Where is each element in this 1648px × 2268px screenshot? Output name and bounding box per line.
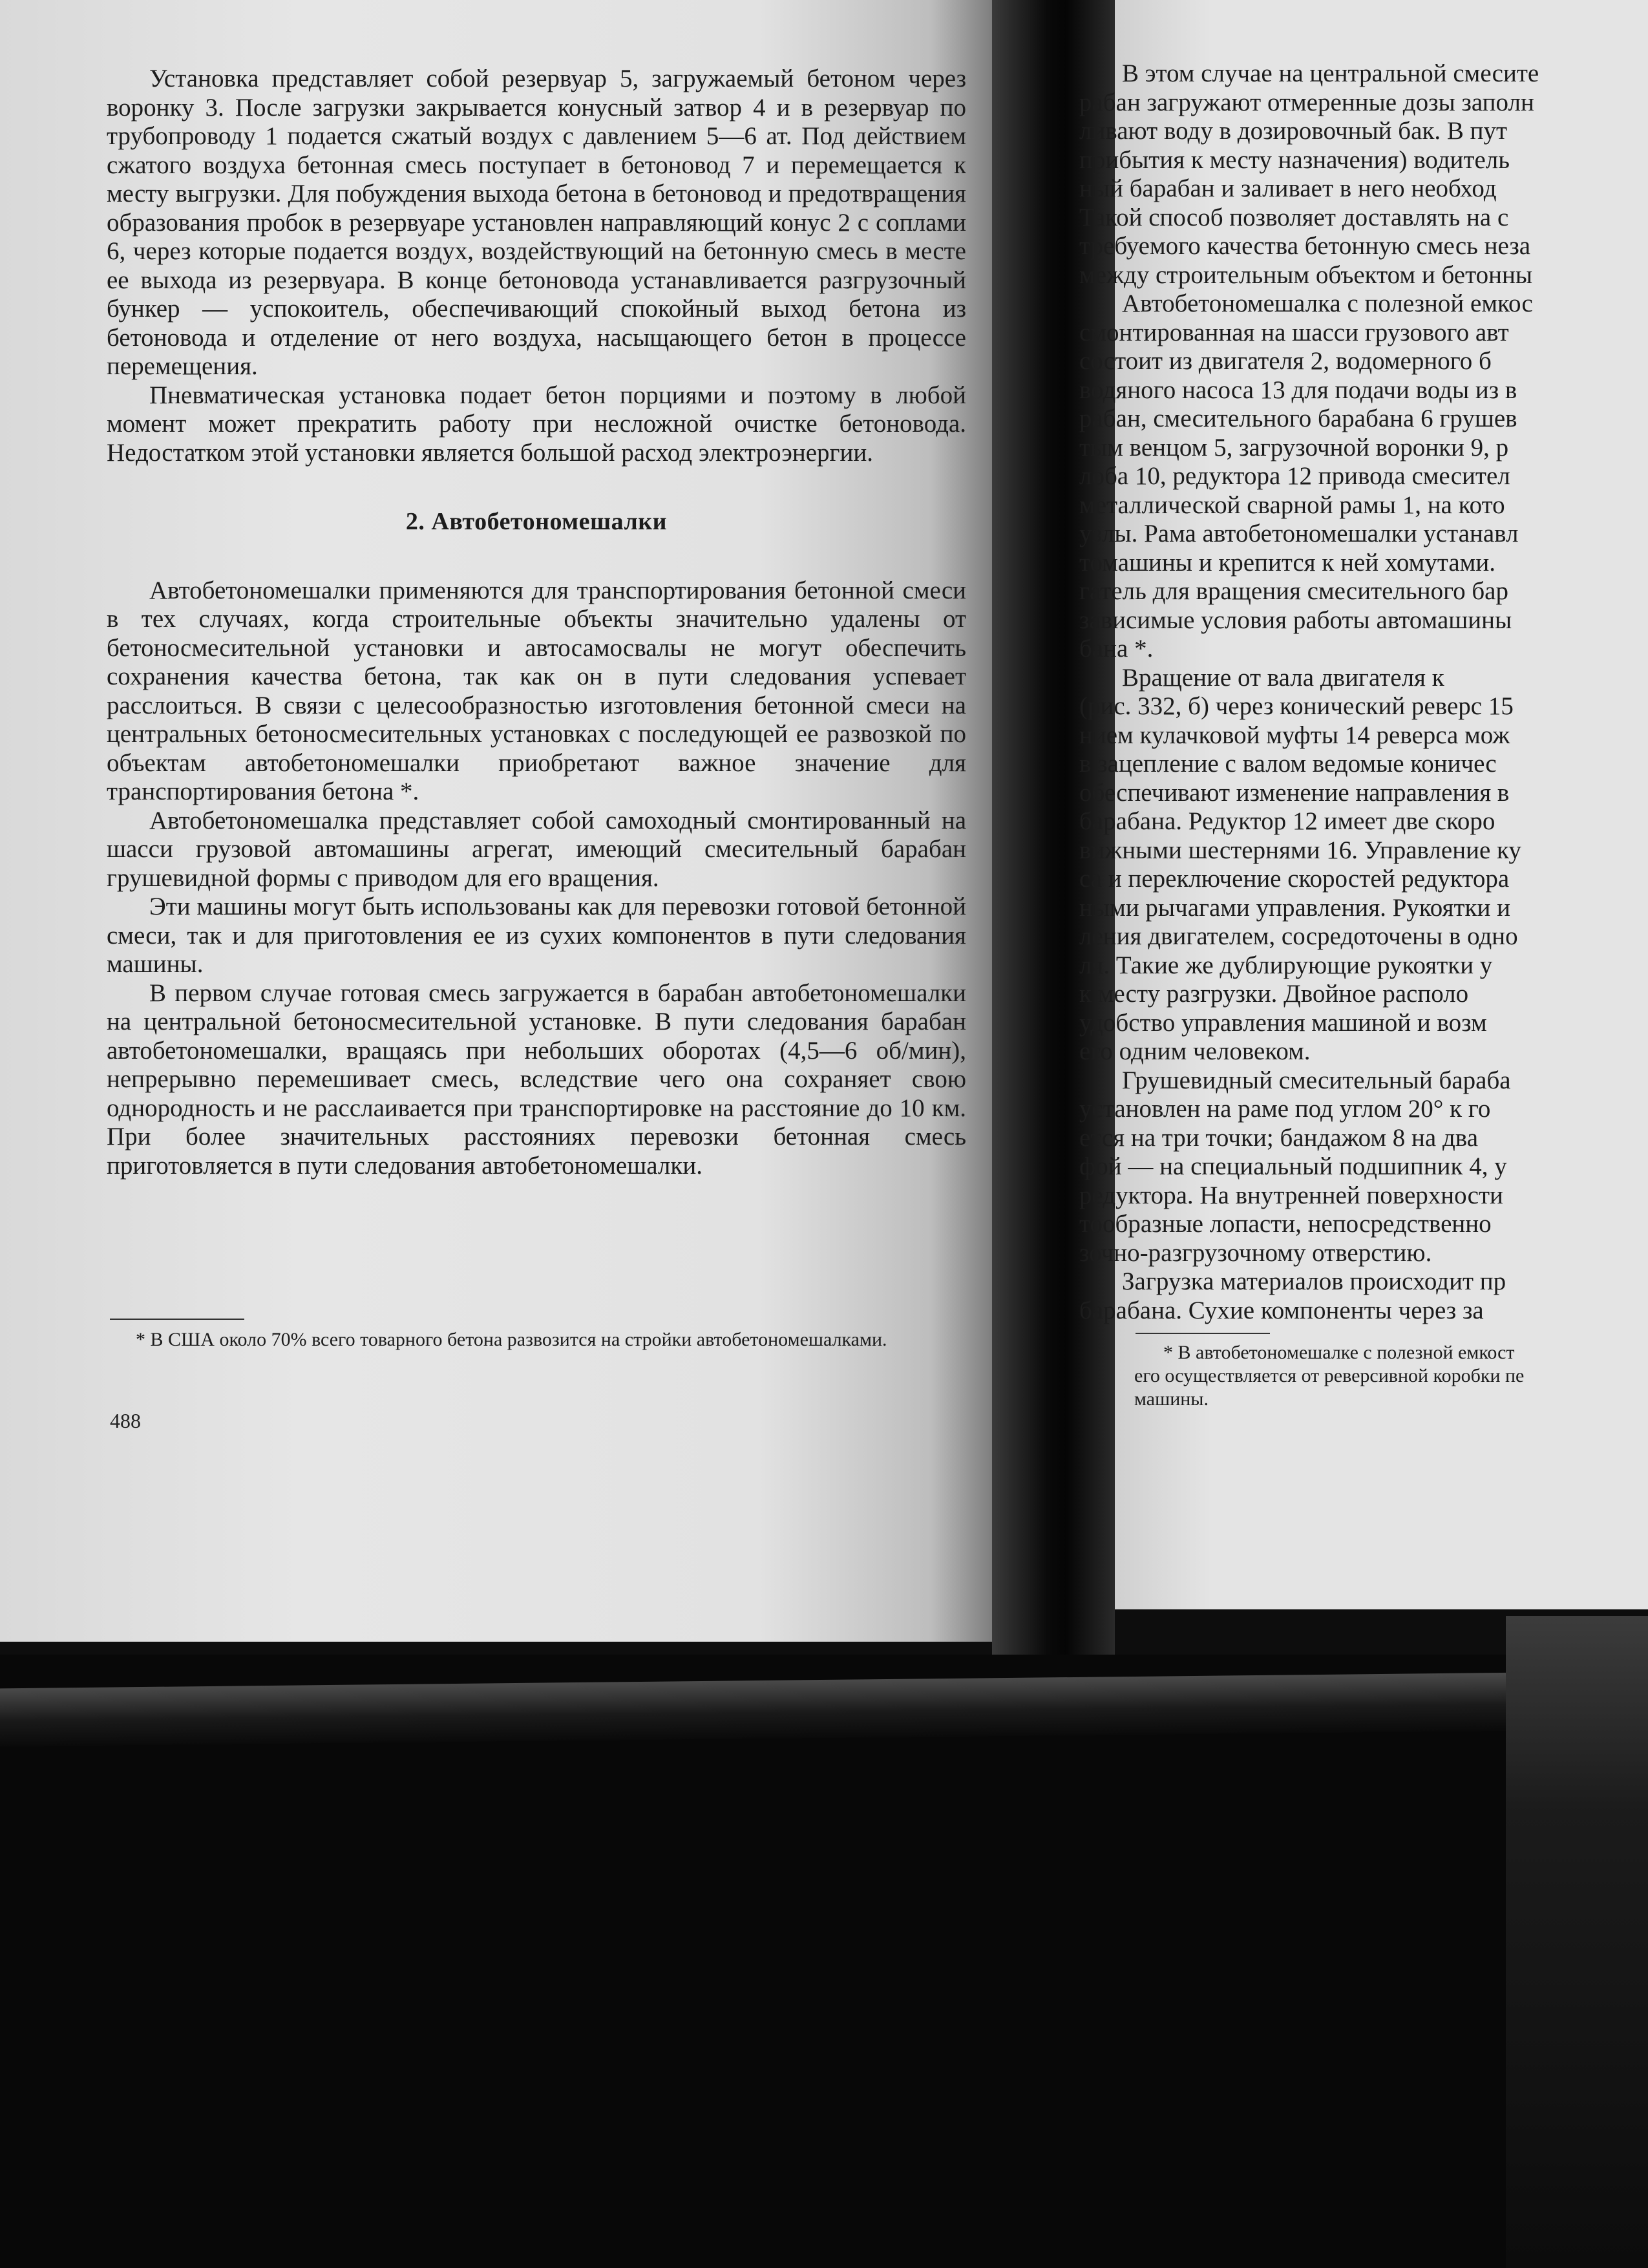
- footnote-line: * В автобетономешалке с полезной емкост: [1163, 1342, 1515, 1363]
- text-line: барабана. Редуктор 12 имеет две скоро: [1079, 807, 1495, 835]
- text-line: прибытия к месту назначения) водитель: [1079, 145, 1510, 174]
- left-page-text: [107, 65, 966, 1180]
- paragraph: Эти машины могут быть использованы как для перевозки готовой бетонной смеси, так и для приготовления ее из сухих компонентов в пути следования машины.: [107, 893, 967, 978]
- text-line: ления двигателем, сосредоточены в одно: [1079, 922, 1518, 950]
- footnote-rule: [1136, 1333, 1270, 1334]
- book-cover-corner: [1506, 1616, 1648, 2268]
- text-line: рабан, смесительного барабана 6 грушев: [1079, 405, 1517, 432]
- text-line: тым венцом 5, загрузочной воронки 9, р: [1079, 433, 1509, 461]
- text-line: Вращение от вала двигателя к: [1122, 663, 1444, 692]
- paragraph: Установка представляет собой резервуар 5, загружаемый бетоном через воронку 3. После загрузки закрывается конусный затвор 4 и в резервуар по трубопроводу 1 подается сжатый воздух с давлением 5—6 ат. Под действием сжатого воздуха бетонная смесь поступает в бетоновод 7 и перемещается к месту выгрузки. Для побуждения выхода бетона в бетоновод и предотвращения образования пробок в резервуаре установлен направляющий конус 2 с соплами 6, через которые подается воздух, воздействующий на бетонную смесь в месте ее выхода из резервуара. В конце бетоновода устанавливается разгрузочный бункер — успокоитель, обеспечивающий спокойный выход бетона из бетоновода и отделение от него воздуха, насыщающего бетон в процессе перемещения.: [107, 65, 966, 380]
- text-line: ля. Такие же дублирующие рукоятки у: [1079, 951, 1493, 979]
- text-line: требуемого качества бетонную смесь неза: [1079, 232, 1531, 260]
- text-line: Автобетономешалка с полезной емкос: [1122, 290, 1533, 317]
- text-line: смонтированная на шасси грузового авт: [1079, 318, 1509, 346]
- text-line: зочно-разгрузочному отверстию.: [1079, 1238, 1432, 1267]
- text-line: водяного насоса 13 для подачи воды из в: [1079, 376, 1517, 404]
- text-line: Такой способ позволяет доставлять на с: [1079, 203, 1509, 231]
- text-line: томашины и крепится к ней хомутами.: [1079, 548, 1495, 577]
- footnote-line: машины.: [1134, 1388, 1209, 1410]
- text-line: обеспечивают изменение направления в: [1079, 778, 1510, 807]
- footnote: [107, 1328, 966, 1351]
- footnote-rule: [110, 1319, 244, 1320]
- section-heading: 2. Автобетономешалки: [405, 508, 668, 535]
- text-line: его одним человеком.: [1079, 1037, 1311, 1065]
- text-line: узлы. Рама автобетономешалки устанавл: [1079, 520, 1519, 547]
- paragraph: В первом случае готовая смесь загружается в барабан автобетономешалки на центральной бетоносмесительной установке. В пути следования барабан автобетономешалки, вращаясь при небольших оборотах (4,5—6 об/мин), непрерывно перемешивает смесь, вследствие чего она сохраняет свою однородность и не расслаивается при транспортировке на расстояние до 10 км. При более значительных расстояниях перевозки бетонная смесь приготовляется в пути следования автобетономешалки.: [107, 979, 966, 1180]
- text-line: удобство управления машиной и возм: [1079, 1008, 1487, 1037]
- footnote-text: * В США около 70% всего товарного бетона развозится на стройки автобетономешалками.: [136, 1329, 887, 1350]
- footnote: [1134, 1341, 1524, 1411]
- paragraph: Пневматическая установка подает бетон порциями и поэтому в любой момент может прекратить работу при несложной очистке бетоновода. Недостатком этой установки является большой расход электроэнергии.: [107, 381, 966, 467]
- text-line: рабан загружают отмеренные дозы заполн: [1079, 88, 1534, 116]
- text-line: В этом случае на центральной смесите: [1122, 59, 1539, 87]
- text-line: нием кулачковой муфты 14 реверса мож: [1079, 721, 1510, 749]
- text-line: металлической сварной рамы 1, на кото: [1079, 491, 1505, 519]
- text-line: к месту разгрузки. Двойное располо: [1079, 980, 1469, 1008]
- text-line: ется на три точки; бандажом 8 на два: [1079, 1123, 1479, 1152]
- text-line: в зацепление с валом ведомые коничес: [1079, 750, 1497, 778]
- text-line: гатель для вращения смесительного бар: [1079, 577, 1508, 605]
- text-line: редуктора. На внутренней поверхности: [1079, 1181, 1503, 1209]
- text-line: са и переключение скоростей редуктора: [1079, 865, 1510, 893]
- page-number: 488: [110, 1409, 141, 1432]
- text-line: лоба 10, редуктора 12 привода смесител: [1079, 462, 1510, 490]
- text-line: состоит из двигателя 2, водомерного б: [1079, 347, 1492, 375]
- paragraph: Автобетономешалка представляет собой самоходный смонтированный на шасси грузовой автомашины агрегат, имеющий смесительный барабан грушевидной формы с приводом для его вращения.: [107, 806, 966, 892]
- text-line: тообразные лопасти, непосредственно: [1079, 1210, 1492, 1238]
- text-line: зависимые условия работы автомашины: [1079, 606, 1512, 634]
- footnote-line: его осуществляется от реверсивной коробки пе: [1134, 1365, 1525, 1386]
- text-line: (рис. 332, б) через конический реверс 15: [1079, 692, 1514, 720]
- text-line: барабана. Сухие компоненты через за: [1079, 1296, 1484, 1324]
- text-line: установлен на раме под углом 20° к го: [1079, 1095, 1491, 1123]
- text-line: ный барабан и заливает в него необход: [1079, 175, 1497, 202]
- text-line: ными рычагами управления. Рукоятки и: [1079, 893, 1510, 922]
- text-line: ливают воду в дозировочный бак. В пут: [1079, 117, 1508, 145]
- text-line: бана *.: [1079, 635, 1154, 662]
- text-line: фой — на специальный подшипник 4, у: [1079, 1152, 1507, 1180]
- text-line: Загрузка материалов происходит пр: [1122, 1267, 1506, 1295]
- right-page-text: [1079, 59, 1648, 1325]
- text-line: Грушевидный смесительный бараба: [1122, 1066, 1511, 1094]
- text-line: вижными шестернями 16. Управление ку: [1079, 836, 1521, 864]
- text-line: между строительным объектом и бетонны: [1079, 260, 1533, 289]
- book-cover: [0, 1655, 1648, 2268]
- paragraph: Автобетономешалки применяются для транспортирования бетонной смеси в тех случаях, когда строительные объекты значительно удалены от бетоносмесительной установки и автосамосвалы не могут обеспечить сохранения качества бетона, так как он в пути следования успевает расслоиться. В связи с целесообразностью изготовления бетонной смеси на центральных бетоносмесительных установках с последующей ее развозкой по объектам автобетономешалки приобретают важное значение для транспортирования бетона *.: [107, 576, 966, 805]
